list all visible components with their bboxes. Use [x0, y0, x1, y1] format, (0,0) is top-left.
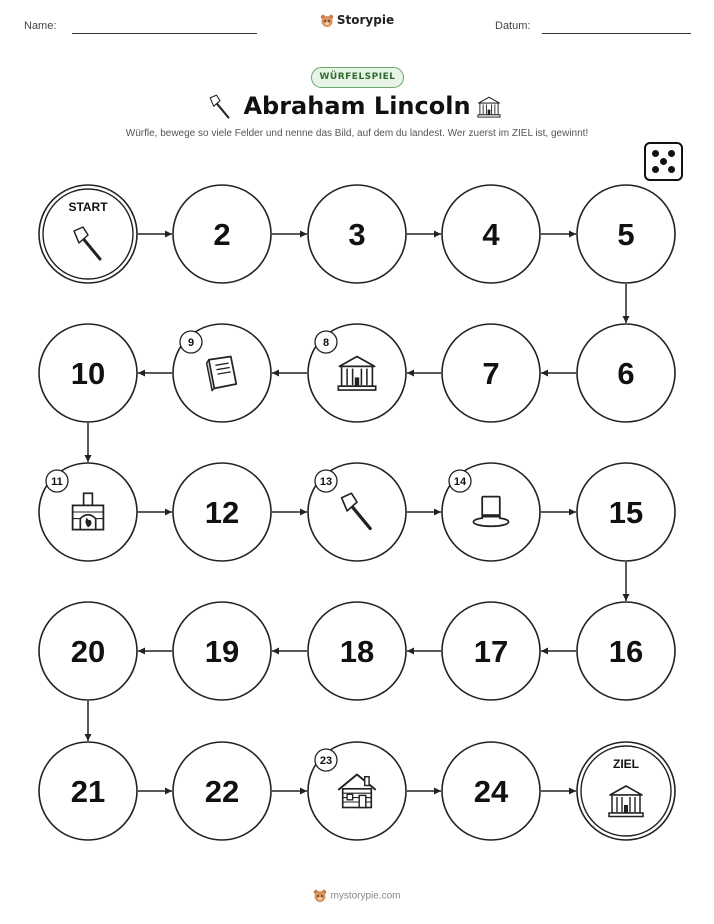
space-number: 5 [617, 217, 635, 252]
space-number: 6 [617, 356, 635, 391]
board-space[interactable] [577, 185, 675, 283]
space-label: START [68, 200, 108, 214]
board-space[interactable] [577, 463, 675, 561]
game-type-badge: WÜRFELSPIEL [311, 67, 404, 88]
brand-name: Storypie [336, 13, 395, 27]
book-icon [207, 357, 237, 391]
board-space[interactable] [442, 742, 540, 840]
name-label: Name: [24, 20, 57, 32]
board-space[interactable] [577, 324, 675, 422]
space-number: 22 [204, 774, 240, 809]
page-title: Abraham Lincoln [243, 92, 471, 120]
space-number: 10 [70, 356, 106, 391]
space-number: 12 [204, 495, 240, 530]
date-label: Datum: [495, 20, 531, 32]
finish-space[interactable] [577, 742, 675, 840]
space-number: 2 [213, 217, 231, 252]
space-number: 23 [319, 755, 333, 767]
space-number: 18 [339, 634, 375, 669]
space-label: ZIEL [613, 757, 639, 771]
start-space[interactable] [39, 185, 137, 283]
board-space[interactable] [577, 602, 675, 700]
board-space[interactable] [308, 602, 406, 700]
footer [0, 889, 714, 903]
board-space[interactable] [308, 185, 406, 283]
board-space[interactable] [173, 742, 271, 840]
space-number: 7 [482, 356, 500, 391]
board-space[interactable] [173, 185, 271, 283]
board-space[interactable] [442, 602, 540, 700]
space-number: 14 [453, 476, 467, 488]
space-number: 3 [348, 217, 366, 252]
instructions: Würfle, bewege so viele Felder und nenne das Bild, auf dem du landest. Wer zuerst im ZIEL ist, gewinnt! [125, 128, 589, 139]
space-number: 24 [473, 774, 509, 809]
board-space[interactable] [173, 324, 271, 422]
board-space[interactable] [39, 324, 137, 422]
board-space[interactable] [308, 324, 406, 422]
space-number: 4 [482, 217, 500, 252]
space-number: 11 [51, 476, 63, 488]
board-space[interactable] [308, 463, 406, 561]
space-number: 9 [187, 337, 195, 349]
space-number: 16 [608, 634, 644, 669]
space-number: 8 [322, 337, 330, 349]
board-space[interactable] [442, 463, 540, 561]
space-number: 20 [70, 634, 106, 669]
board-space[interactable] [442, 324, 540, 422]
board-space[interactable] [39, 602, 137, 700]
board-space[interactable] [39, 742, 137, 840]
space-number: 17 [473, 634, 509, 669]
board-space[interactable] [442, 185, 540, 283]
footer-url: mystorypie.com [330, 890, 401, 902]
board-space[interactable] [173, 602, 271, 700]
board-space[interactable] [308, 742, 406, 840]
space-number: 13 [319, 476, 333, 488]
board-space[interactable] [173, 463, 271, 561]
bear-icon [313, 889, 327, 903]
space-number: 15 [608, 495, 644, 530]
board-space[interactable] [39, 463, 137, 561]
space-number: 21 [70, 774, 106, 809]
space-number: 19 [204, 634, 240, 669]
